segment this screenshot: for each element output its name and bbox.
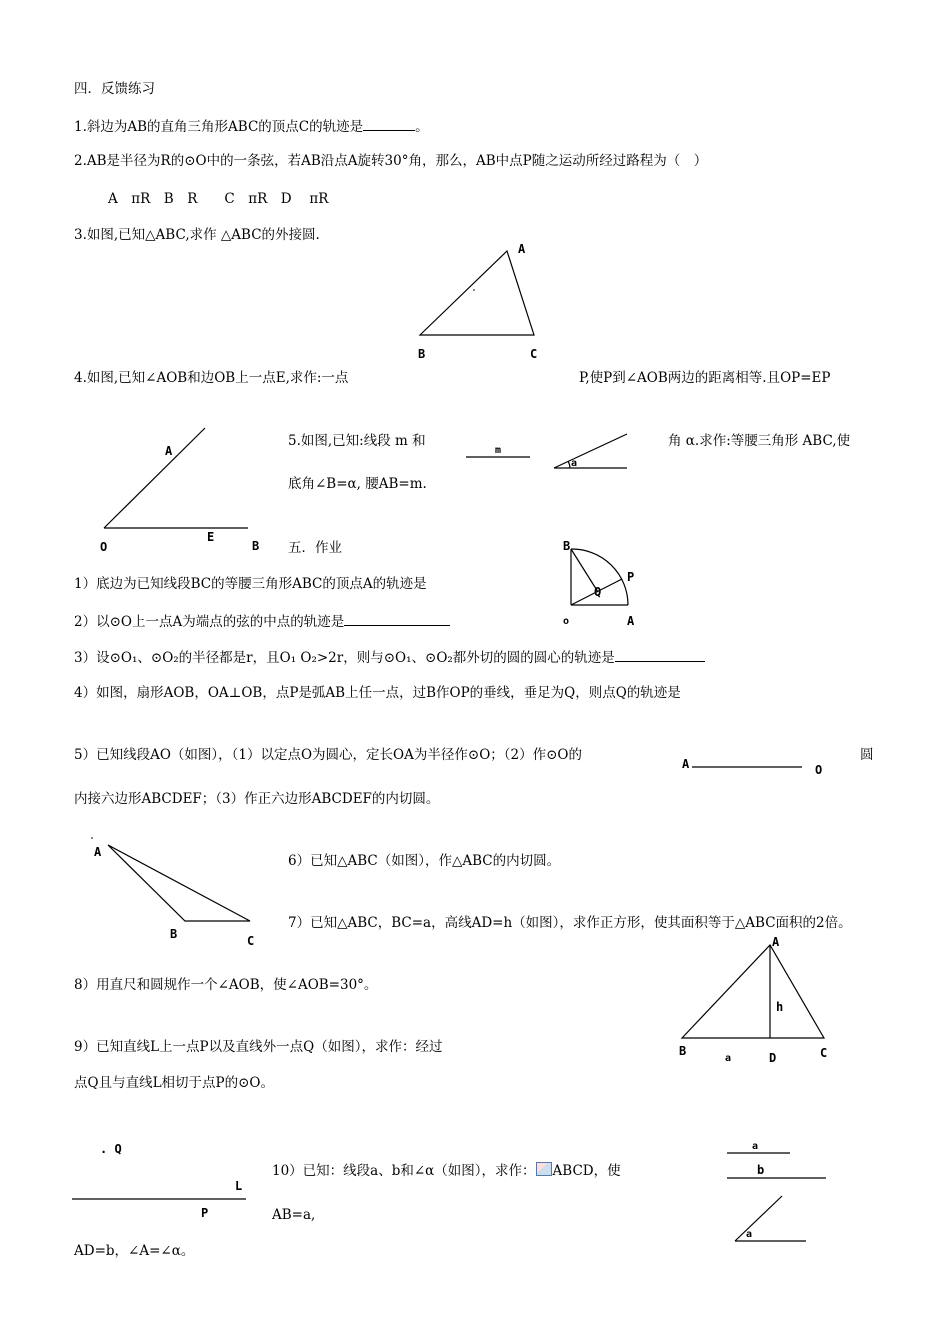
homework-9-line1: 9）已知直线L上一点P以及直线外一点Q（如图），求作：经过 [74,1039,443,1055]
section-5-title: 五．作业 [288,540,342,556]
homework-5-line2: 内接六边形ABCDEF；（3）作正六边形ABCDEF的内切圆。 [74,791,440,807]
label-alpha: a [746,1229,753,1240]
label-q: Q [594,585,602,599]
question-4-right: P,使P到∠AOB两边的距离相等.且OP=EP [579,370,831,386]
homework-10-line3: AD=b，∠A=∠α。 [74,1243,195,1259]
triangle-abc-q3 [420,251,534,335]
label-a-side: a [725,1053,732,1064]
triangle-abc-q6 [108,845,250,921]
label-o: O [100,540,108,554]
homework-6: 6）已知△ABC（如图），作△ABC的内切圆。 [288,853,561,869]
question-5-left: 5.如图,已知:线段 m 和 [288,433,426,449]
label-b: B [418,347,426,361]
homework-1: 1）底边为已知线段BC的等腰三角形ABC的顶点A的轨迹是 [74,576,427,592]
label-p: P [201,1206,209,1220]
label-a: A [627,614,635,628]
question-1-tail: 。 [415,119,429,135]
question-2-options: A πR B R C πR D πR [108,191,329,207]
label-a: A [772,935,780,949]
label-a: A [682,757,690,771]
section-4-title: 四．反馈练习 [74,81,155,97]
question-3: 3.如图,已知△ABC,求作 △ABC的外接圆. [74,227,320,243]
homework-5-right: 圆 [860,747,874,763]
label-b: B [679,1044,687,1058]
homework-7: 7）已知△ABC，BC=a，高线AD=h（如图），求作正方形，使其面积等于△ABC面积的2倍。 [288,915,852,931]
angle-alpha-ray [554,434,627,468]
homework-8: 8）用直尺和圆规作一个∠AOB，使∠AOB=30°。 [74,977,378,993]
label-l: L [235,1179,243,1193]
label-a: a [752,1141,759,1152]
homework-5-left: 5）已知线段AO（如图），（1）以定点O为圆心，定长OA为半径作⊙O；（2）作⊙O的 [74,747,582,763]
figure-dot [91,837,93,839]
homework-9-line2: 点Q且与直线L相切于点P的⊙O。 [74,1075,274,1091]
question-5-right: 角 α.求作:等腰三角形 ABC,使 [668,433,851,449]
label-a: A [518,242,526,256]
homework-10-text: 10）已知：线段a、b和∠α（如图），求作： [272,1163,536,1179]
label-b: B [563,539,571,553]
label-b: B [170,927,178,941]
question-4-left: 4.如图,已知∠AOB和边OB上一点E,求作:一点 [74,370,349,386]
homework-2-text: 2）以⊙O上一点A为端点的弦的中点的轨迹是 [74,614,345,630]
label-c: C [247,934,255,948]
label-q: . Q [100,1142,122,1156]
angle-alpha-arc [568,461,570,468]
label-c: C [820,1046,828,1060]
label-a: A [94,845,102,859]
label-o: o [563,616,570,627]
homework-10-shape-text: ABCD，使 [552,1163,621,1179]
label-alpha: a [571,458,578,469]
question-5-line2: 底角∠B=α, 腰AB=m. [288,476,427,492]
label-m: m [495,445,502,456]
homework-3-text: 3）设⊙O₁、⊙O₂的半径都是r，且O₁ O₂>2r，则与⊙O₁、⊙O₂都外切的圆的圆心的轨迹是 [74,650,615,666]
triangle-abc-q7 [682,945,824,1038]
label-b: b [757,1163,765,1177]
label-o: O [815,763,823,777]
label-h: h [776,1000,784,1014]
label-a: A [165,444,173,458]
homework-4: 4）如图，扇形AOB，OA⊥OB，点P是弧AB上任一点，过B作OP的垂线，垂足为Q，则点Q的轨迹是 [74,685,681,701]
ray-oa [104,428,205,528]
label-p: P [627,570,635,584]
triangle-dot [473,289,475,291]
question-1-text: 1.斜边为AB的直角三角形ABC的顶点C的轨迹是 [74,119,364,135]
label-e: E [207,530,215,544]
label-d: D [769,1051,777,1065]
angle-ray-q10 [735,1196,782,1241]
label-b: B [252,539,260,553]
question-2: 2.AB是半径为R的⊙O中的一条弦，若AB沿点A旋转30°角，那么，AB中点P随之运动所经过路程为（ ） [74,153,708,169]
homework-10-line2: AB=a, [272,1207,316,1223]
label-c: C [530,347,538,361]
